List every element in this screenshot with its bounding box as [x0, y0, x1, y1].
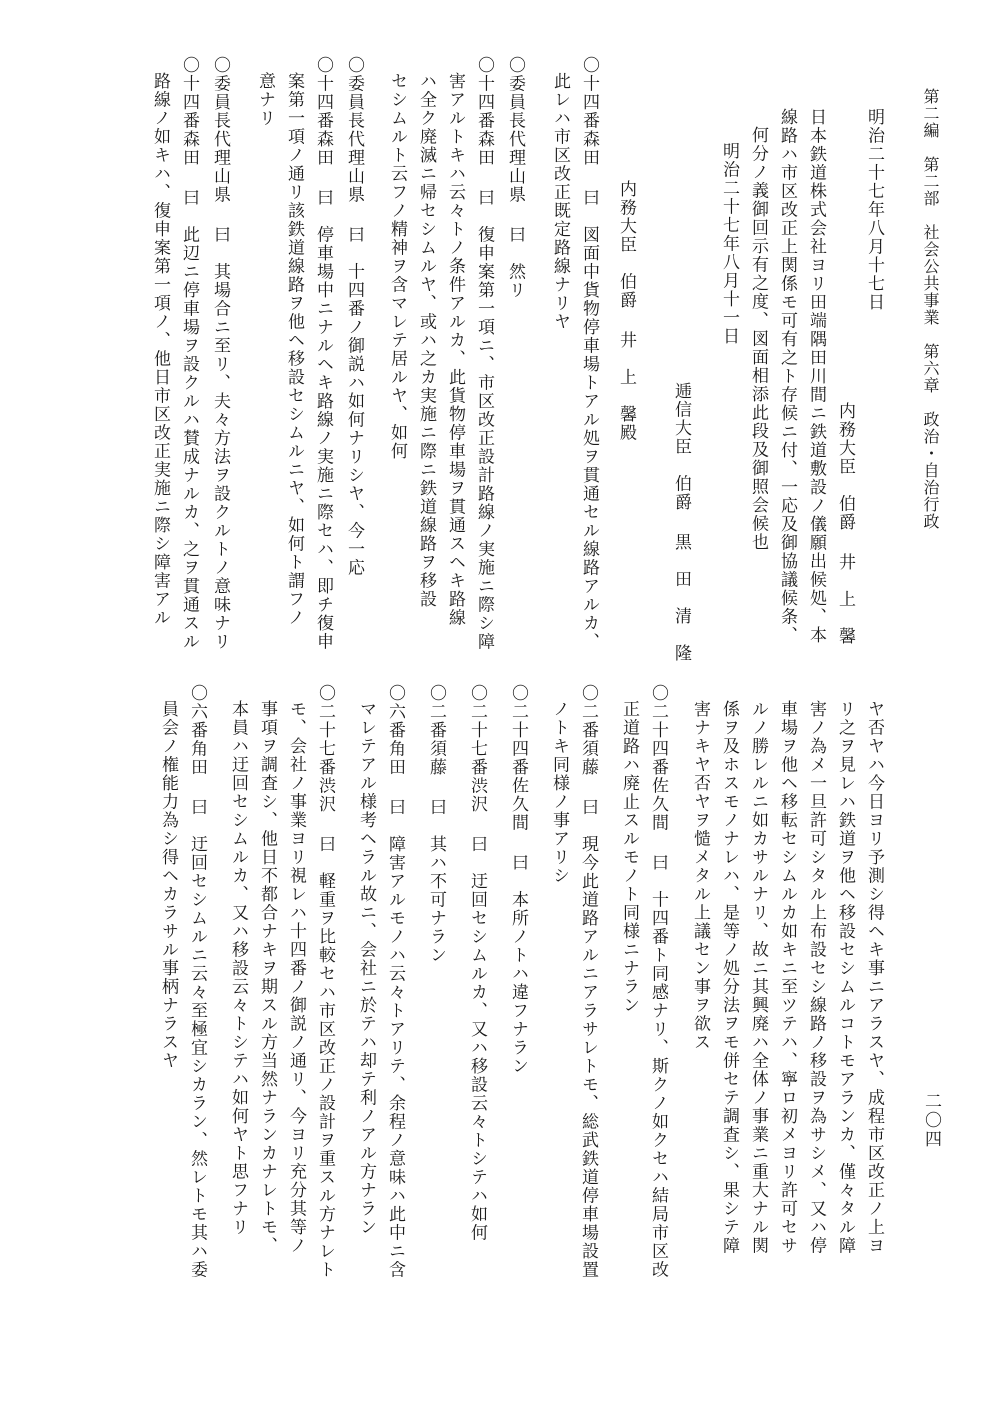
text-column: 〇二番須藤 曰 其ハ不可ナラン [426, 684, 446, 965]
text-column: リ之ヲ見レハ鉄道ヲ他ヘ移設セシムルコトモアランカ、僅々タル障 [835, 700, 855, 1255]
text-column: 路線ノ如キハ、復申案第一項ノ、他日市区改正実施ニ際シ障害アル [150, 72, 170, 627]
text-column: 本員ハ迂回セシムルカ、又ハ移設云々トシテハ如何ヤト思フナリ [228, 700, 248, 1237]
text-column: 〇二十七番渋沢 曰 迂回セシムルカ、又ハ移設云々トシテハ如何 [467, 684, 487, 1242]
text-column: ノトキ同様ノ事アリシ [549, 700, 569, 885]
text-column: 〇六番角田 曰 迂回セシムルニ云々至極宜シカラン、然レトモ其ハ委 [187, 684, 207, 1279]
text-column: 〇二十七番渋沢 曰 軽重ヲ比較セハ市区改正ノ設計ヲ重スル方ナレト [315, 684, 335, 1279]
text-column: マレテアル様考ヘラル故ニ、会社ニ於テハ却テ利ノアル方ナラン [356, 700, 376, 1237]
text-column: 〇二番須藤 曰 現今此道路アルニアラサレトモ、総武鉄道停車場設置 [578, 684, 598, 1279]
text-column: 〇委員長代理山県 曰 然リ [505, 56, 525, 300]
text-column: モ、会社ノ事業ヨリ視レハ十四番ノ御説ノ通リ、今ヨリ充分其等ノ [286, 700, 306, 1255]
running-header: 第二編 第二部 社会公共事業 第六章 政治・自治行政 [921, 88, 940, 530]
page-number: 二〇四 [921, 1092, 941, 1149]
text-column: 事項ヲ調査シ、他日不都合ナキヲ期スル方当然ナランカナレトモ、 [257, 700, 277, 1255]
text-column: 此レハ市区改正既定路線ナリヤ [550, 72, 570, 331]
text-column: ハ全ク廃滅ニ帰セシムルヤ、或ハ之カ実施ニ際ニ鉄道線路ヲ移設 [416, 72, 436, 609]
text-column: 〇六番角田 曰 障害アルモノハ云々トアリテ、余程ノ意味ハ此中ニ含 [385, 684, 405, 1279]
text-column: 案第一項ノ通リ該鉄道線路ヲ他ヘ移設セシムルニヤ、如何ト謂フノ [284, 72, 304, 627]
text-column: 〇十四番森田 曰 図面中貨物停車場トアル処ヲ貫通セル線路アルカ、 [579, 56, 599, 651]
text-column: 〇二十四番佐久間 曰 十四番ト同感ナリ、斯クノ如クセハ結局市区改 [648, 684, 668, 1279]
text-column: 何分ノ義御回示有之度、図面相添此段及御照会候也 [748, 126, 768, 552]
text-column: 係ヲ及ホスモノナレハ、是等ノ処分法ヲモ併セテ調査シ、果シテ障 [719, 700, 739, 1255]
text-column: 意ナリ [255, 72, 275, 128]
text-column: 害アルトキハ云々トノ条件アルカ、此貨物停車場ヲ貫通スヘキ路線 [445, 72, 465, 627]
text-column: セシムルト云フノ精神ヲ含マレテ居ルヤ、如何 [387, 72, 407, 461]
text-column: 逓信大臣 伯爵 黒 田 清 隆 [671, 382, 691, 663]
text-column: ルノ勝レルニ如カサルナリ、故ニ其興廃ハ全体ノ事業ニ重大ナル関 [748, 700, 768, 1255]
text-column: 害ノ為メ一旦許可シタル上布設セシ線路ノ移設ヲ為サシメ、又ハ停 [806, 700, 826, 1255]
text-column: 車場ヲ他ヘ移転セシムルカ如キニ至ツテハ、寧ロ初メヨリ許可セサ [777, 700, 797, 1255]
text-column: 明治二十七年八月十一日 [719, 142, 739, 346]
text-column: 〇委員長代理山県 曰 其場合ニ至リ、夫々方法ヲ設クルトノ意味ナリ [210, 56, 230, 651]
text-column: 日本鉄道株式会社ヨリ田端隅田川間ニ鉄道敷設ノ儀願出候処、本 [806, 108, 826, 645]
text-column: 員会ノ権能力為シ得ヘカラサル事柄ナラスヤ [158, 700, 178, 1070]
text-column: ヤ否ヤハ今日ヨリ予測シ得ヘキ事ニアラスヤ、成程市区改正ノ上ヨ [864, 700, 884, 1255]
text-column: 〇委員長代理山県 曰 十四番ノ御説ハ如何ナリシヤ、今一応 [344, 56, 364, 577]
text-column: 〇十四番森田 曰 此辺ニ停車場ヲ設クルハ賛成ナルカ、之ヲ貫通スル [179, 56, 199, 651]
text-column: 〇二十四番佐久間 曰 本所ノトハ違フナラン [508, 684, 528, 1076]
text-column: 内務大臣 伯爵 井 上 馨 [835, 402, 855, 646]
text-column: 明治二十七年八月十七日 [864, 108, 884, 312]
text-column: 〇十四番森田 曰 復申案第一項ニ、市区改正設計路線ノ実施ニ際シ障 [474, 56, 494, 651]
text-column: 内務大臣 伯爵 井 上 馨殿 [616, 180, 636, 442]
text-column: 線路ハ市区改正上関係モ可有之ト存候ニ付、一応及御協議候条、 [777, 108, 797, 645]
text-column: 正道路ハ廃止スルモノト同様ニナラン [619, 700, 639, 1015]
text-column: 〇十四番森田 曰 停車場中ニナルヘキ路線ノ実施ニ際セハ、即チ復申 [313, 56, 333, 651]
text-column: 害ナキヤ否ヤヲ慥メタル上議セン事ヲ欲ス [690, 700, 710, 1052]
